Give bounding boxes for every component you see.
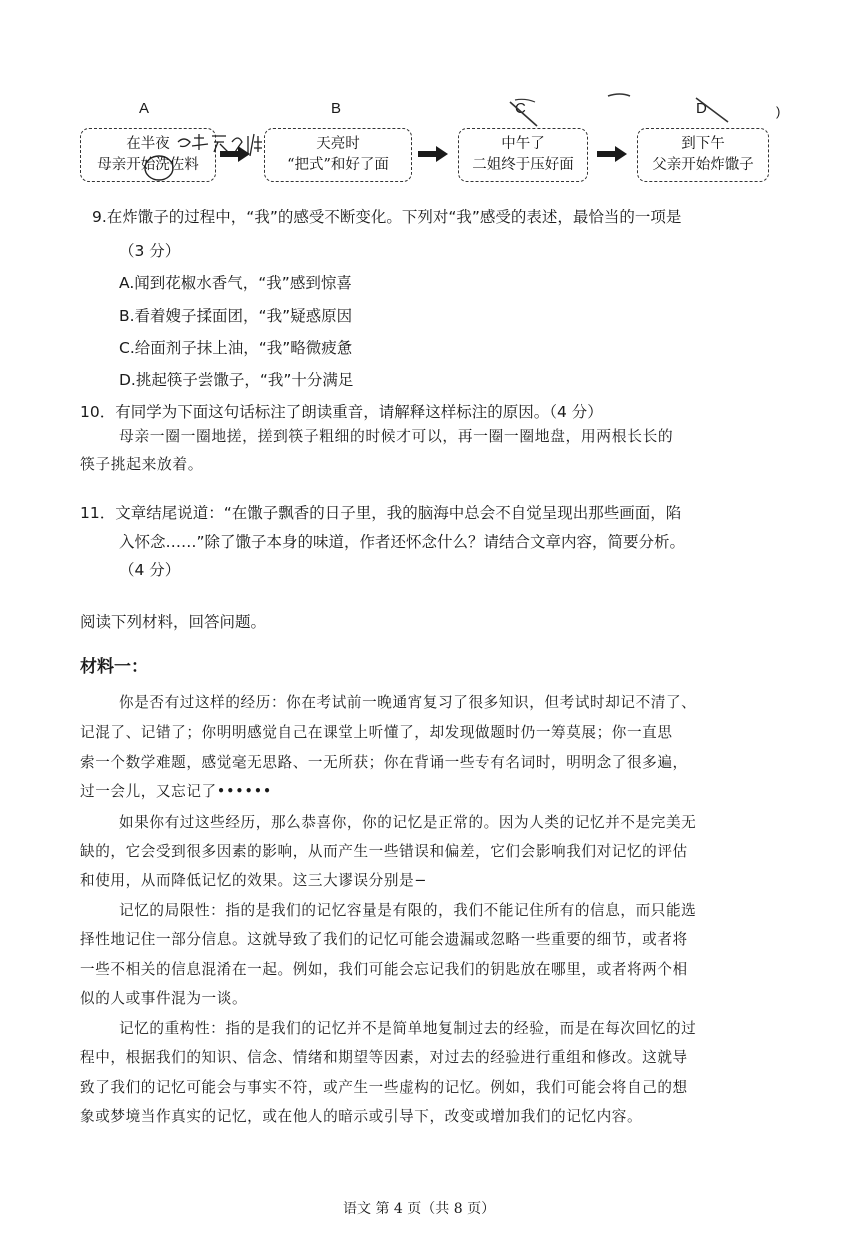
passage-line: 致了我们的记忆可能会与事实不符，或产生一些虚构的记忆。例如，我们可能会将自己的想 xyxy=(80,1079,688,1096)
flow-box-a-line2: 母亲开始洗佐料 xyxy=(97,157,199,173)
q9-option-c: C.给面剂子抹上油，“我”略微疲惫 xyxy=(119,339,353,357)
flow-box-a-line1: 在半夜 xyxy=(126,136,170,152)
flow-arrow-3 xyxy=(597,146,627,162)
strike-mark-d xyxy=(600,88,740,128)
flow-letter-d: D xyxy=(696,100,707,117)
passage-line: 择性地记住一部分信息。这就导致了我们的记忆可能会遗漏或忽略一些重要的细节，或者将 xyxy=(80,931,688,948)
flow-box-c-line2: 二姐终于压好面 xyxy=(472,157,574,173)
q11-line1: 11．文章结尾说道：“在馓子飘香的日子里，我的脑海中总会不自觉呈现出那些画面，陷 xyxy=(80,504,682,522)
q9-score: （3 分） xyxy=(119,242,181,260)
flow-letter-b: B xyxy=(331,100,342,117)
flow-box-b xyxy=(264,128,412,182)
q11-line2: 入怀念……”除了馓子本身的味道，作者还怀念什么？请结合文章内容，简要分析。 xyxy=(119,533,686,551)
strike-mark-c xyxy=(505,96,545,130)
flow-box-c-line1: 中午了 xyxy=(501,136,545,152)
q9-option-b: B.看着嫂子揉面团，“我”疑惑原因 xyxy=(119,307,353,325)
flow-box-c xyxy=(458,128,588,182)
passage-line: 一些不相关的信息混淆在一起。例如，我们可能会忘记我们的钥匙放在哪里，或者将两个相 xyxy=(80,961,688,978)
flow-box-b-line2: “把式”和好了面 xyxy=(287,157,389,173)
page-footer: 语文 第 4 页（共 8 页） xyxy=(343,1201,496,1217)
flow-box-d-line1: 到下午 xyxy=(681,136,725,152)
flow-letter-a: A xyxy=(139,100,150,117)
flow-box-d-line2: 父亲开始炸馓子 xyxy=(652,157,754,173)
q9-option-d: D.挑起筷子尝馓子，“我”十分满足 xyxy=(119,371,354,389)
material-heading: 材料一： xyxy=(80,657,148,677)
passage-line: 如果你有过这些经历，那么恭喜你，你的记忆是正常的。因为人类的记忆并不是完美无 xyxy=(119,814,697,831)
close-paren: ) xyxy=(776,104,781,119)
passage-line: 记混了、记错了；你明明感觉自己在课堂上听懂了，却发现做题时仍一筹莫展；你一直思 xyxy=(80,724,673,741)
q9-option-a: A.闻到花椒水香气，“我”感到惊喜 xyxy=(119,274,352,292)
passage-line: 记忆的重构性：指的是我们的记忆并不是简单地复制过去的经验，而是在每次回忆的过 xyxy=(119,1020,697,1037)
flow-arrow-2 xyxy=(418,146,448,162)
q10-stem: 10．有同学为下面这句话标注了朗读重音，请解释这样标注的原因。（4 分） xyxy=(80,403,603,421)
passage-line: 过一会儿，又忘记了•••••• xyxy=(80,783,272,800)
passage-line: 索一个数学难题，感觉毫无思路、一无所获；你在背诵一些专有名词时，明明念了很多遍， xyxy=(80,754,688,771)
passage-line: 似的人或事件混为一谈。 xyxy=(80,990,248,1007)
q9-stem: 9.在炸馓子的过程中，“我”的感受不断变化。下列对“我”感受的表述，最恰当的一项是 xyxy=(92,208,682,226)
handwriting-scribble xyxy=(130,128,280,186)
q10-quote-line2: 筷子挑起来放着。 xyxy=(80,456,204,473)
flow-box-b-line1: 天亮时 xyxy=(316,136,360,152)
flow-letter-c: C xyxy=(515,100,526,117)
passage-line: 程中，根据我们的知识、信念、情绪和期望等因素，对过去的经验进行重组和修改。这就导 xyxy=(80,1049,688,1066)
passage-line: 象或梦境当作真实的记忆，或在他人的暗示或引导下，改变或增加我们的记忆内容。 xyxy=(80,1108,643,1125)
passage-line: 你是否有过这样的经历：你在考试前一晚通宵复习了很多知识，但考试时却记不清了、 xyxy=(119,694,697,711)
passage-line: 和使用，从而降低记忆的效果。这三大谬误分别是− xyxy=(80,872,428,889)
q10-quote-line1: 母亲一圈一圈地搓，搓到筷子粗细的时候才可以，再一圈一圈地盘，用两根长长的 xyxy=(119,428,674,445)
q11-score: （4 分） xyxy=(119,561,181,579)
flow-box-d xyxy=(637,128,769,182)
passage-line: 缺的，它会受到很多因素的影响，从而产生一些错误和偏差，它们会影响我们对记忆的评估 xyxy=(80,843,688,860)
passage-line: 记忆的局限性：指的是我们的记忆容量是有限的，我们不能记住所有的信息，而只能选 xyxy=(119,902,697,919)
reading-instruction: 阅读下列材料，回答问题。 xyxy=(80,613,267,631)
flow-arrow-1 xyxy=(220,146,250,162)
